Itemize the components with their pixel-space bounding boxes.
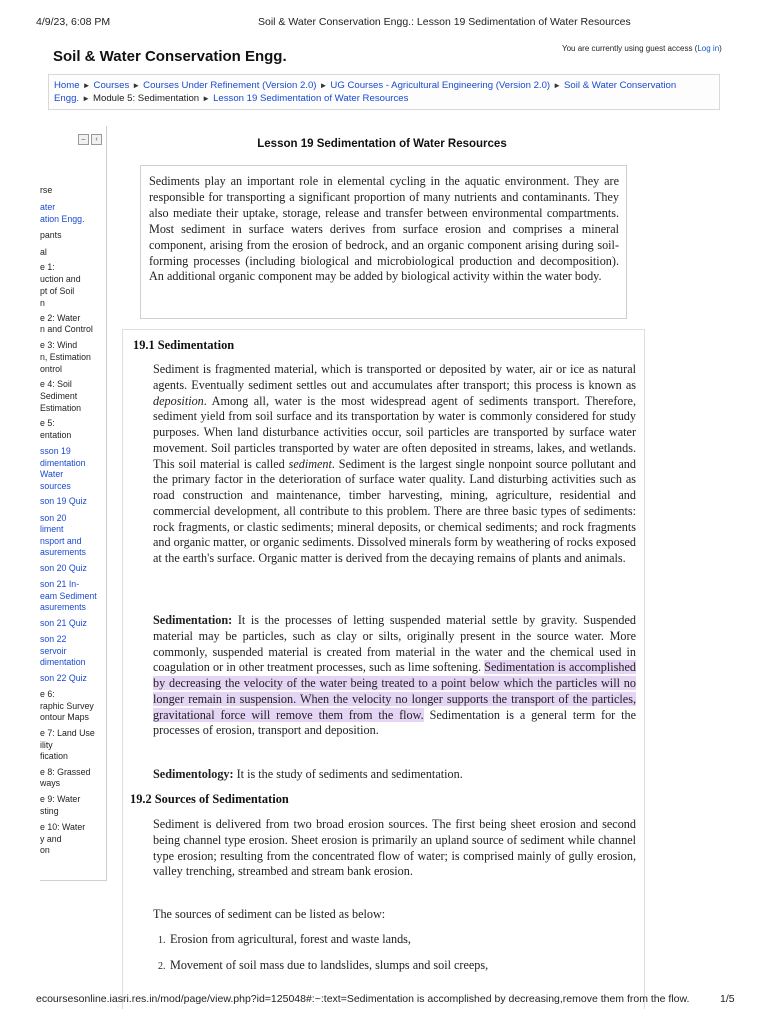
breadcrumb-current-lesson[interactable]: Lesson 19 Sedimentation of Water Resources	[213, 92, 409, 104]
sidebar-item[interactable]: son 22 Quiz	[40, 673, 87, 683]
sidebar-item[interactable]: son 21 In-	[40, 579, 80, 589]
text-run: Sediment is fragmented material, which is transported or deposited by water, air or ice as natural agents. Eventually sediment settles out and accumulates after transport; this process is known as	[153, 362, 636, 392]
sidebar-item[interactable]: ility	[40, 740, 53, 750]
sidebar-item[interactable]: n	[40, 298, 45, 308]
print-datetime: 4/9/23, 6:08 PM	[36, 16, 111, 28]
breadcrumb-course[interactable]: Soil & Water Conservation Engg.	[54, 80, 677, 104]
sidebar-item[interactable]: ontour Maps	[40, 712, 89, 722]
sidebar-item[interactable]: on	[40, 845, 50, 855]
sidebar-item[interactable]: ation Engg.	[40, 214, 85, 224]
sidebar-item[interactable]: fication	[40, 751, 68, 761]
sidebar-collapse-icon[interactable]: –	[78, 134, 89, 145]
sidebar-item[interactable]: servoir	[40, 646, 67, 656]
sidebar-item[interactable]: rse	[40, 185, 53, 195]
sidebar-item[interactable]: son 20	[40, 513, 67, 523]
sidebar-navigation	[40, 126, 107, 881]
sidebar-dock-icon[interactable]: ‹	[91, 134, 102, 145]
sidebar-item[interactable]: n, Estimation	[40, 352, 91, 362]
sidebar-item[interactable]: n and Control	[40, 324, 93, 334]
intro-box	[140, 165, 627, 319]
list-number: 2.	[158, 961, 166, 972]
paragraph-sedimentology	[153, 767, 636, 783]
login-link[interactable]: Log in	[697, 44, 720, 53]
sidebar-item[interactable]: sson 19	[40, 446, 71, 456]
login-info	[562, 44, 722, 53]
paragraph-sources-list-intro: The sources of sediment can be listed as below:	[153, 907, 386, 921]
navbar	[48, 74, 720, 110]
print-url: ecoursesonline.iasri.res.in/mod/page/view.php?id=125048#:~:text=Sedimentation is accomplished by decreasing,remove them from the flow.	[36, 993, 690, 1005]
sidebar-item[interactable]: e 1:	[40, 262, 55, 272]
paragraph-sedimentation-definition	[153, 613, 636, 739]
print-footer	[0, 993, 768, 1007]
list-text: Movement of soil mass due to landslides, slumps and soil creeps,	[170, 958, 489, 972]
breadcrumb-module: Module 5: Sedimentation	[93, 92, 200, 104]
breadcrumb-courses[interactable]: Courses	[93, 80, 130, 91]
term-sedimentation: Sedimentation:	[153, 613, 233, 627]
sidebar-item[interactable]: e 3: Wind	[40, 340, 78, 350]
breadcrumb-home[interactable]: Home	[54, 80, 80, 91]
text-run: . Sediment is the largest single nonpoint source pollutant and the primary factor in the deterioration of surface water quality. Land disturbing activities such as road construction and maintenance, timber harvesting, mining, agriculture, residential and commercial development, all contribute to this problem. There are three basic types of sediments: rock fragments, or clastic sediments; mineral deposits, or chemical sediments; and rock fragments and organic matter, or organic sediments. Dissolved minerals form by weathering of rocks exposed at the earth's surface. Organic matter is derived from the decaying remains of plants and animals.	[153, 456, 636, 565]
text-run: It is the study of sediments and sedimentation.	[233, 767, 463, 781]
sidebar-item[interactable]: uction and	[40, 274, 81, 284]
sidebar-item[interactable]: nsport and	[40, 536, 82, 546]
sidebar-item[interactable]: pants	[40, 230, 62, 240]
section-heading-19-2: 19.2 Sources of Sedimentation	[130, 792, 289, 806]
sidebar-item[interactable]: e 9: Water	[40, 794, 81, 804]
intro-text: Sediments play an important role in elemental cycling in the aquatic environment. They are responsible for transporting a significant proportion of many nutrients and contaminants. They also mediate their uptake, storage, release and transfer between environmental compartments. Most sediment in surface waters derives from surface erosion and comprises a mineral component, arising from the erosion of bedrock, and an organic component arising during soil-forming processes (including biological and microbiological production and decomposition). An additional organic component may be added by biological activity within the water body.	[149, 174, 619, 284]
breadcrumb	[54, 80, 710, 105]
sidebar-item[interactable]: Estimation	[40, 403, 82, 413]
term-deposition: deposition	[153, 393, 204, 408]
print-page-title: Soil & Water Conservation Engg.: Lesson 19 Sedimentation of Water Resources	[258, 16, 631, 28]
sidebar-item[interactable]: liment	[40, 524, 64, 534]
sidebar-item[interactable]: son 20 Quiz	[40, 563, 87, 573]
breadcrumb-ug-courses[interactable]: UG Courses - Agricultural Engineering (Version 2.0)	[330, 80, 551, 91]
sidebar-item[interactable]: dimentation	[40, 458, 86, 468]
sidebar-item[interactable]: e 10: Water	[40, 822, 86, 832]
sidebar-item[interactable]: ontrol	[40, 364, 63, 374]
text-run: Sedimentation is a general term for the processes of erosion, transport and deposition.	[153, 707, 636, 738]
print-header	[0, 16, 768, 30]
sidebar-item[interactable]: pt of Soil	[40, 286, 75, 296]
sidebar-item[interactable]: son 19 Quiz	[40, 496, 87, 506]
sidebar-item[interactable]: e 6:	[40, 689, 55, 699]
list-text: Erosion from agricultural, forest and waste lands,	[170, 932, 411, 946]
sidebar-item[interactable]: e 2: Water	[40, 313, 81, 323]
login-suffix: )	[719, 44, 722, 53]
sidebar-item[interactable]: eam Sediment	[40, 591, 97, 601]
sidebar-item[interactable]: Sediment	[40, 391, 78, 401]
sidebar-item[interactable]: al	[40, 247, 47, 257]
list-number: 1.	[158, 935, 166, 946]
sidebar-item[interactable]: e 5:	[40, 418, 55, 428]
sidebar-item[interactable]: son 22	[40, 634, 67, 644]
sidebar-item[interactable]: sources	[40, 481, 71, 491]
text-run: . Among all, water is the most widespread agent of sediments transport. Therefore, sediment yield from soil surface and its transportation by water is commonly considered for study purposes. When land disturbance activities occur, soil particles are transported by surface water movement. Soil particles transported by water are often deposited in streams, lakes, and wetlands. This soil material is called	[153, 393, 636, 471]
sidebar-item[interactable]: sting	[40, 806, 59, 816]
breadcrumb-separator-icon: ►	[553, 81, 562, 90]
sidebar-item[interactable]: e 8: Grassed	[40, 767, 91, 777]
breadcrumb-separator-icon: ►	[132, 81, 141, 90]
print-page-number: 1/5	[720, 993, 735, 1005]
term-sedimentology: Sedimentology:	[153, 767, 234, 781]
sidebar-item[interactable]: e 4: Soil	[40, 379, 72, 389]
login-prefix: You are currently using guest access (	[562, 44, 698, 53]
paragraph-sources: Sediment is delivered from two broad erosion sources. The first being sheet erosion and second being channel type erosion. Sheet erosion is primarily an upland source of sediment while channel type erosion; resulting from the concentrated flow of water; is comprised mainly of gully erosion, valley trenching, streambed and stream bank erosion.	[153, 817, 636, 879]
site-title[interactable]: Soil & Water Conservation Engg.	[53, 48, 287, 65]
term-sediment: sediment	[288, 456, 332, 471]
sidebar-item[interactable]: e 7: Land Use	[40, 728, 95, 738]
list-item	[158, 932, 628, 947]
sidebar-item[interactable]: asurements	[40, 547, 86, 557]
breadcrumb-courses-under-refinement[interactable]: Courses Under Refinement (Version 2.0)	[143, 80, 317, 91]
sidebar-item[interactable]: ways	[40, 778, 61, 788]
sidebar-item[interactable]: raphic Survey	[40, 701, 94, 711]
sidebar-item[interactable]: asurements	[40, 602, 86, 612]
list-item	[158, 958, 628, 973]
sidebar-item[interactable]: dimentation	[40, 657, 86, 667]
sidebar-item[interactable]: y and	[40, 834, 62, 844]
sidebar-item[interactable]: entation	[40, 430, 72, 440]
breadcrumb-separator-icon: ►	[202, 93, 211, 103]
sidebar-item[interactable]: son 21 Quiz	[40, 618, 87, 628]
breadcrumb-separator-icon: ►	[82, 81, 91, 90]
highlighted-text[interactable]: Sedimentation is accomplished by decreasing the velocity of the water being treated to a point below which the particles will no longer remain in suspension. When the velocity no longer supports the transport of the particles, gravitational force will remove them from the flow.	[153, 660, 636, 722]
sidebar-item[interactable]: Water	[40, 469, 64, 479]
paragraph-sediment	[153, 362, 636, 567]
breadcrumb-separator-icon: ►	[319, 81, 328, 90]
lesson-title: Lesson 19 Sedimentation of Water Resources	[257, 138, 507, 150]
text-run: It is the processes of letting suspended material settle by gravity. Suspended material may be particles, such as clay or silts, originally present in the source water. More commonly, suspended material is created from material in the water and the chemical used in coagulation or in other treatment processes, such as lime softening.	[153, 613, 636, 675]
breadcrumb-separator-icon: ►	[82, 93, 90, 103]
section-heading-19-1: 19.1 Sedimentation	[133, 338, 235, 352]
sidebar-item[interactable]: ater	[40, 202, 56, 212]
